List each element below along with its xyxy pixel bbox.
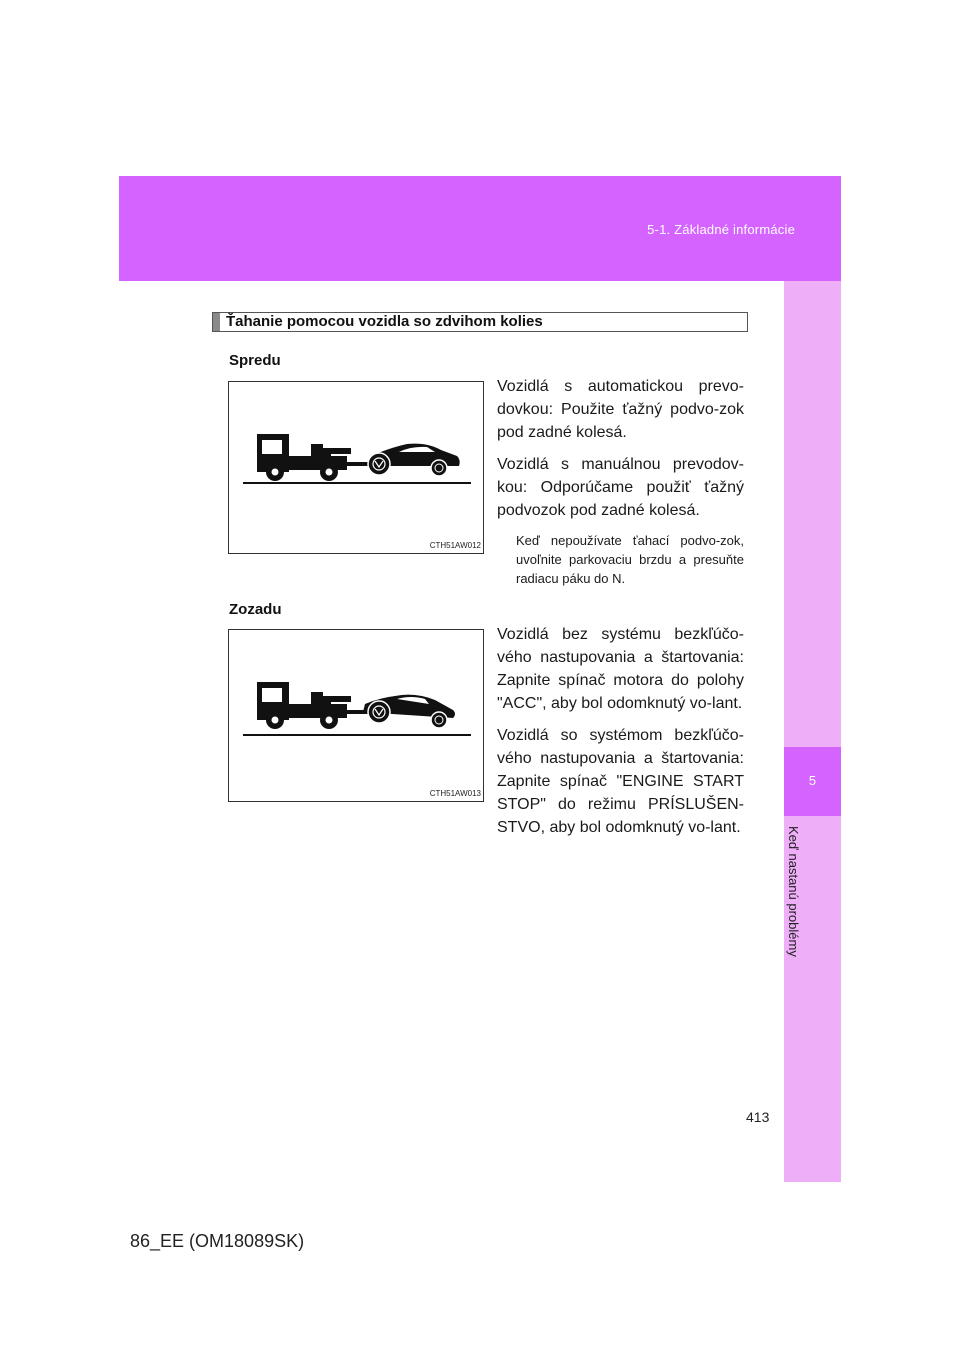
chapter-tab[interactable] — [784, 747, 841, 816]
page-number: 413 — [746, 1109, 770, 1125]
front-paragraph-2: Vozidlá s manuálnou prevodov-kou: Odporúčame použiť ťažný podvozok pod zadné kolesá. — [497, 456, 744, 519]
front-title: Spredu — [229, 352, 281, 369]
rear-paragraph-2: Vozidlá so systémom bezkľúčo-vého nastupovania a štartovania: Zapnite spínač "ENGINE START STOP" do režimu PRÍSLUŠEN-STVO, aby bol odomknutý vo-lant. — [497, 727, 744, 836]
rear-figure-code: CTH51AW013 — [429, 789, 481, 798]
side-chapter-strip — [784, 281, 841, 1182]
rear-paragraph-1: Vozidlá bez systému bezkľúčo-vého nastupovania a štartovania: Zapnite spínač motora do polohy "ACC", aby bol odomknutý vo-lant. — [497, 626, 744, 712]
header-band — [119, 176, 841, 281]
front-figure-code: CTH51AW012 — [429, 541, 481, 550]
front-towing-figure — [228, 381, 484, 554]
rear-text-block — [497, 623, 744, 848]
section-heading — [212, 312, 748, 332]
chapter-number: 5 — [808, 773, 817, 788]
front-text-block — [497, 375, 744, 588]
wheel-lift-rear-illustration — [239, 678, 475, 744]
rear-title: Zozadu — [229, 601, 282, 618]
section-heading-text: Ťahanie pomocou vozidla so zdvihom kolies — [226, 313, 543, 330]
front-note: Keď nepoužívate ťahací podvo-zok, uvoľnite parkovaciu brzdu a presuňte radiacu páku do N. — [516, 533, 744, 586]
wheel-lift-front-illustration — [239, 430, 475, 496]
rear-towing-figure — [228, 629, 484, 802]
chapter-title: Keď nastanú problémy — [786, 826, 801, 957]
front-paragraph-1: Vozidlá s automatickou prevo-dovkou: Použite ťažný podvo-zok pod zadné kolesá. — [497, 378, 744, 441]
footer-code: 86_EE (OM18089SK) — [130, 1231, 305, 1251]
heading-marker — [213, 313, 220, 331]
section-title: 5-1. Základné informácie — [647, 222, 795, 237]
